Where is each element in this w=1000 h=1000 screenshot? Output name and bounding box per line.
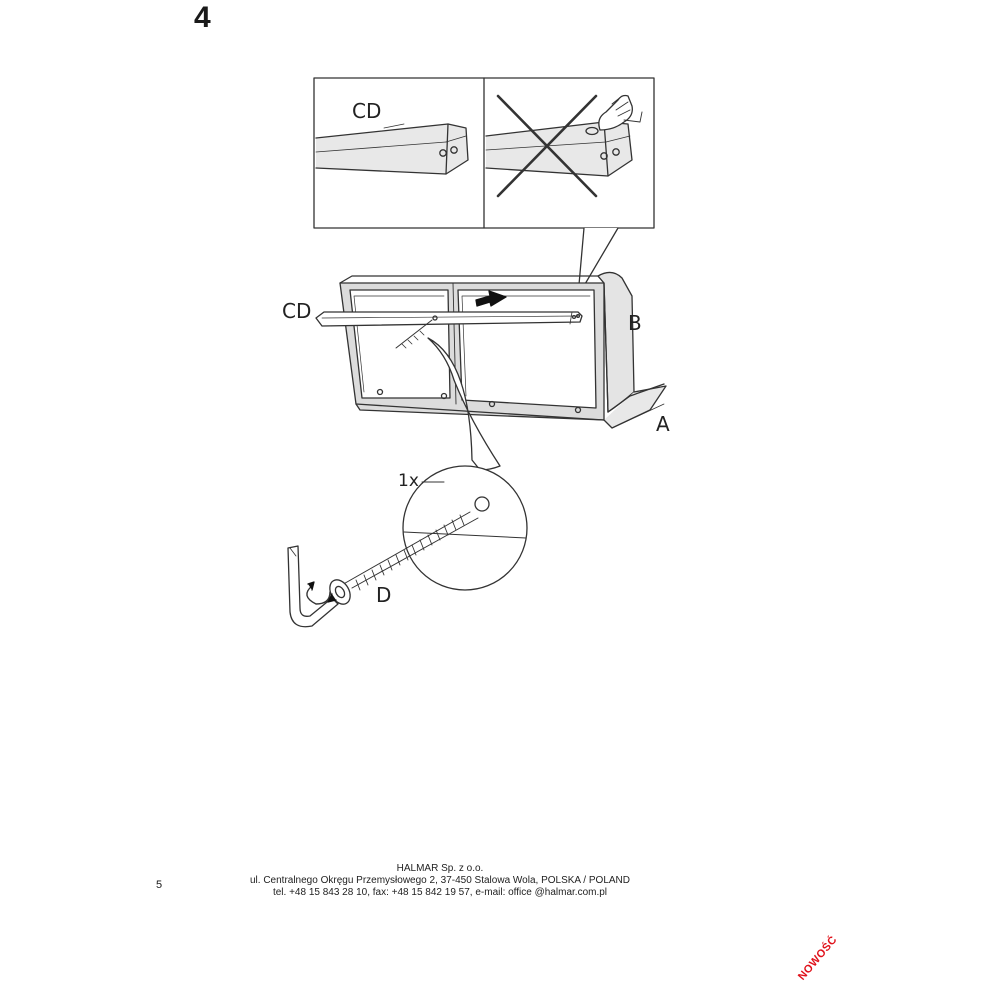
part-label-b: B bbox=[628, 311, 642, 335]
footer-company: HALMAR Sp. z o.o. bbox=[396, 863, 484, 874]
new-stamp: NOWOŚĆ bbox=[796, 933, 840, 983]
footer bbox=[240, 863, 640, 899]
detail-label-cd: CD bbox=[352, 99, 382, 123]
part-label-d: D bbox=[376, 583, 392, 607]
footer-address: ul. Centralnego Okręgu Przemysłowego 2, 37-450 Stalowa Wola, POLSKA / POLAND bbox=[249, 875, 630, 886]
quantity-label: 1x bbox=[398, 471, 419, 491]
magnifier-detail bbox=[326, 466, 527, 608]
step-number: 4 bbox=[194, 1, 211, 34]
page-number: 5 bbox=[156, 879, 163, 891]
part-label-cd: CD bbox=[282, 299, 312, 323]
footer-contact: tel. +48 15 843 28 10, fax: +48 15 842 19 57, e-mail: office @halmar.com.pl bbox=[272, 887, 608, 898]
part-label-a: A bbox=[656, 412, 670, 436]
